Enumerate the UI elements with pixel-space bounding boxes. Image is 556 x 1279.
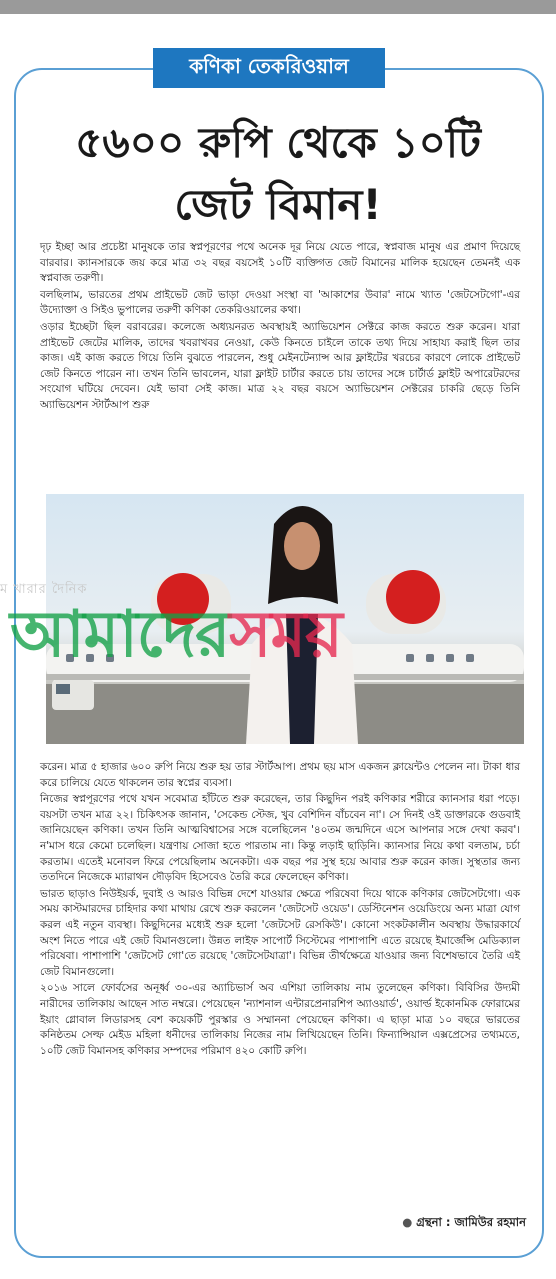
intro-text [40,240,520,415]
headline-line-1: ৫৬০০ রুপি থেকে ১০টি [75,118,481,167]
watermark-logo [10,586,342,693]
paragraph: নিজের স্বপ্নপূরণের পথে যখন সবেমাত্র হাঁটতে শুরু করেছেন, তার কিছুদিন পরই কণিকার শরীরে ক্যানসার ধরা পড়ে। বয়সটা তখন মাত্র ২২। চিকিৎসক জানান, 'সেকেন্ড স্টেজ, খুব বেশিদিন বাঁচবেন না'। সে দিনই ওই ডাক্তারকে গুডবাই জানিয়েছেন কণিকা। তখন তিনি আত্মবিশ্বাসের সঙ্গে বলেছিলেন '৪০তম জন্মদিনে এসে আপনার সঙ্গে দেখা করব'। ন'মাস ধরে কেমো চলেছিল। যন্ত্রণায় সোজা হতে পারতাম না। কিন্তু লড়াই ছাড়িনি। ক্যানসার নিয়ে কথা বলতাম, চর্চা করতাম। এতেই মনোবল ফিরে পেয়েছিলাম অনেকটা। এক বছর পর সুস্থ হয়ে আবার শুরু করেন কাজ। সুস্থতার জন্য ততদিনে নিজেকে ম্যারাথন দৌড়বিদ হিসেবেও তৈরি করে ফেলেছেন কণিকা। [40,793,520,884]
paragraph: ২০১৬ সালে ফোর্বসের অনূর্ধ্ব ৩০-এর অ্যাচিভার্স অব এশিয়া তালিকায় নাম তুলেছেন কণিকা। বিবিসির উদ্যমী নারীদের তালিকায় আছেন সাত নম্বরে। পেয়েছেন 'ন্যাশনাল এন্টারপ্রেনারশিপ অ্যাওয়ার্ড', ওয়ার্ল্ড ইকোনমিক ফোরামের ইয়াং গ্লোবাল লিডারসহ বেশ কয়েকটি পুরস্কার ও সম্মাননা পেয়েছেন কণিকা। এ ছাড়া মাত্র ১০ বছরে ভারতের কনিষ্ঠতম সেল্ফ মেইড মহিলা ধনীদের তালিকায় নিজের নাম লিখিয়েছেন তিনি। ফিন্যান্সিয়াল এক্সপ্রেসের তথ্যমতে, ১০টি জেট বিমানসহ কণিকার সম্পদের পরিমাণ ৪২০ কোটি রুপি। [40,982,520,1057]
watermark-part-2: সময় [229,598,342,672]
paragraph: বলছিলাম, ভারতের প্রথম প্রাইভেট জেট ভাড়া দেওয়া সংস্থা বা 'আকাশের উবার' নামে খ্যাত 'জেটসেটগো'-এর উদ্যোক্তা ও সিইও ভুপালের তরুণী কণিকা তেকরিওয়ালের কথা। [40,288,520,317]
byline [402,1214,526,1233]
author-tag: কণিকা তেকরিওয়াল [153,48,385,88]
watermark-part-1: আমাদের [10,598,230,672]
paragraph: ভারত ছাড়াও নিউইয়র্ক, দুবাই ও আরও বিভিন্ন দেশে যাওয়ার ক্ষেত্রে পরিষেবা দিয়ে থাকে কণিকার জেটসেটগো। এক সময় কাস্টমারদের চাহিদার কথা মাথায় রেখে শুরু করলেন 'জেটসেট ওয়েড'। ডেস্টিনেশন ওয়েডিংয়ে অন্য মাত্রা যোগ করল এই নতুন ব্যবস্থা। কিছুদিনের মধ্যেই শুরু হলো 'জেটসেট রেসকিউ'। কোনো সংকটকালীন অবস্থায় উদ্ধারকার্যে অংশ নিতে পারে এই জেট বিমানগুলো। উন্নত লাইফ সাপোর্ট সিস্টেমের পাশাপাশি এতে রয়েছে ইমার্জেন্সি মেডিক্যাল পরিষেবা। পাশাপাশি 'জেটসেট গো'তে রয়েছে 'জেটসেটযাত্রা'। বিভিন্ন তীর্থক্ষেত্রে যাওয়ার জন্য বিশেষভাবে তৈরি এই জেট বিমানগুলো। [40,887,520,978]
continued-text [40,760,520,1060]
paragraph: দৃঢ় ইচ্ছা আর প্রচেষ্টা মানুষকে তার স্বপ্নপূরণের পথে অনেক দূর নিয়ে যেতে পারে, স্বপ্নবাজ মানুষ এর প্রমাণ দিয়েছে বারবার। ক্যানসারকে জয় করে মাত্র ৩২ বছর বয়সেই ১০টি ব্যক্তিগত জেট বিমানের মালিক হয়েছেন তেমনই এক স্বপ্নবাজ তরুণী। [40,241,520,285]
bullet-icon: ● [402,1215,413,1229]
paragraph: ওড়ার ইচ্ছেটা ছিল বরাবরের। কলেজে অধ্যয়নরত অবস্থায়ই অ্যাভিয়েশন সেক্টরে কাজ করতে শুরু করেন। যারা প্রাইভেট জেটের মালিক, তাদের খবরাখবর নেওয়া, কেউ কিনতে চাইলে তাকে তথ্য দিয়ে সাহায্য করাই ছিল তার কাজ। এই কাজ করতে গিয়ে তিনি বুঝতে পারলেন, শুধু মেইনটেন্যান্স আর ফ্লাইটের খরচের কারণে লোকে প্রাইভেট জেট কিনতে পারেন না। তখন তিনি ভাবলেন, যারা ফ্লাইট চার্টার করতে চায় তাদের সঙ্গে চার্টার্ড ফ্লাইট অপারেটরদের সংযোগ ঘটিয়ে দেবেন। যেই ভাবা সেই কাজ। মাত্র ২২ বছর বয়সে অ্যাভিয়েশন সেক্টরের চাকরি ছেড়ে তিনি অ্যাভিয়েশন স্টার্টআপ শুরু [40,320,520,411]
byline-text: গ্রন্থনা : জামিউর রহমান [416,1215,526,1229]
top-rule [0,0,556,14]
headline-line-2: জেট বিমান! [174,180,382,229]
paragraph: করেন। মাত্র ৫ হাজার ৬০০ রুপি নিয়ে শুরু হয় তার স্টার্টআপ। প্রথম ছয় মাস একজন ক্লায়েন্টও পেলেন না। টাকা ধার করে চালিয়ে যেতে থাকলেন তার স্বপ্নের ব্যবসা। [40,761,520,789]
watermark-caption: ম খারার দৈনিক [0,582,88,597]
